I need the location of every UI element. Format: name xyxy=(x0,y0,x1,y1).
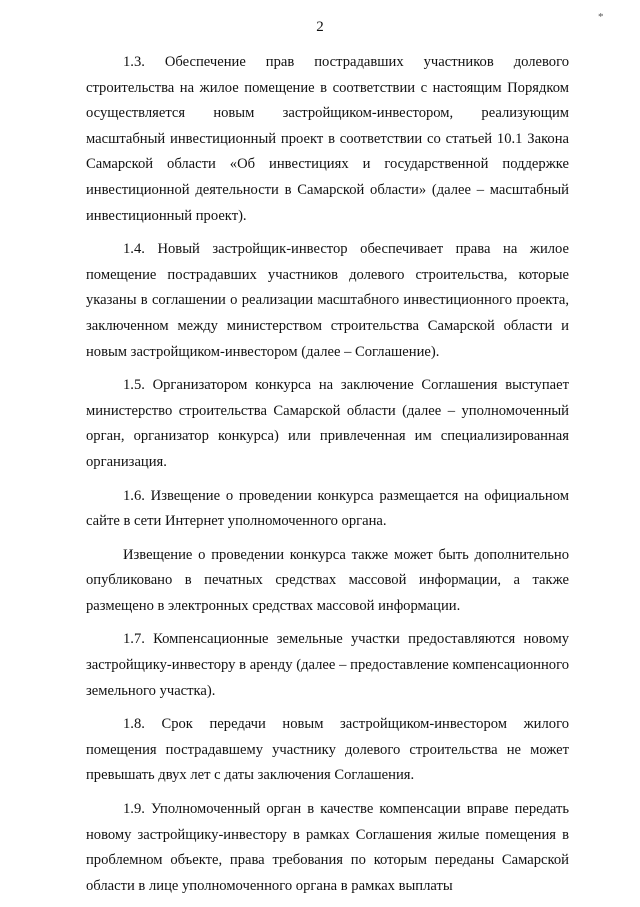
paragraph-1-9: 1.9. Уполномоченный орган в качестве компенсации вправе передать новому застройщику-инвестору в рамках Соглашения жилые помещения в проблемном объекте, права требования по которым переданы Самарской области в лице уполномоченного органа в рамках выплаты xyxy=(86,801,569,894)
page-number: 2 xyxy=(316,19,324,35)
paragraph-1-3: 1.3. Обеспечение прав пострадавших участников долевого строительства на жилое помещение в соответствии с настоящим Порядком осуществляется новым застройщиком-инвестором, реализующим масштабный инвестиционный проект в соответствии со статьей 10.1 Закона Самарской области «Об инвестициях и государственной поддержке инвестиционной деятельности в Самарской области» (далее – масштабный инвестиционный проект). xyxy=(86,54,569,224)
corner-mark: * xyxy=(598,11,604,23)
document-body xyxy=(86,50,569,907)
paragraph-1-7: 1.7. Компенсационные земельные участки предоставляются новому застройщику-инвестору в аренду (далее – предоставление компенсационного земельного участка). xyxy=(86,631,569,699)
paragraph-1-4: 1.4. Новый застройщик-инвестор обеспечивает права на жилое помещение пострадавших участников долевого строительства, которые указаны в соглашении о реализации масштабного инвестиционного проекта, заключенном между министерством строительства Самарской области и новым застройщиком-инвестором (далее – Соглашение). xyxy=(86,241,569,360)
paragraph-1-5: 1.5. Организатором конкурса на заключение Соглашения выступает министерство строительства Самарской области (далее – уполномоченный орган, организатор конкурса) или привлеченная им специализированная организация. xyxy=(86,377,569,470)
paragraph-1-6-continued: Извещение о проведении конкурса также может быть дополнительно опубликовано в печатных средствах массовой информации, а также размещено в электронных средствах массовой информации. xyxy=(86,546,569,614)
paragraph-1-8: 1.8. Срок передачи новым застройщиком-инвестором жилого помещения пострадавшему участнику долевого строительства не может превышать двух лет с даты заключения Соглашения. xyxy=(86,716,569,784)
paragraph-1-6: 1.6. Извещение о проведении конкурса размещается на официальном сайте в сети Интернет уполномоченного органа. xyxy=(86,487,569,530)
